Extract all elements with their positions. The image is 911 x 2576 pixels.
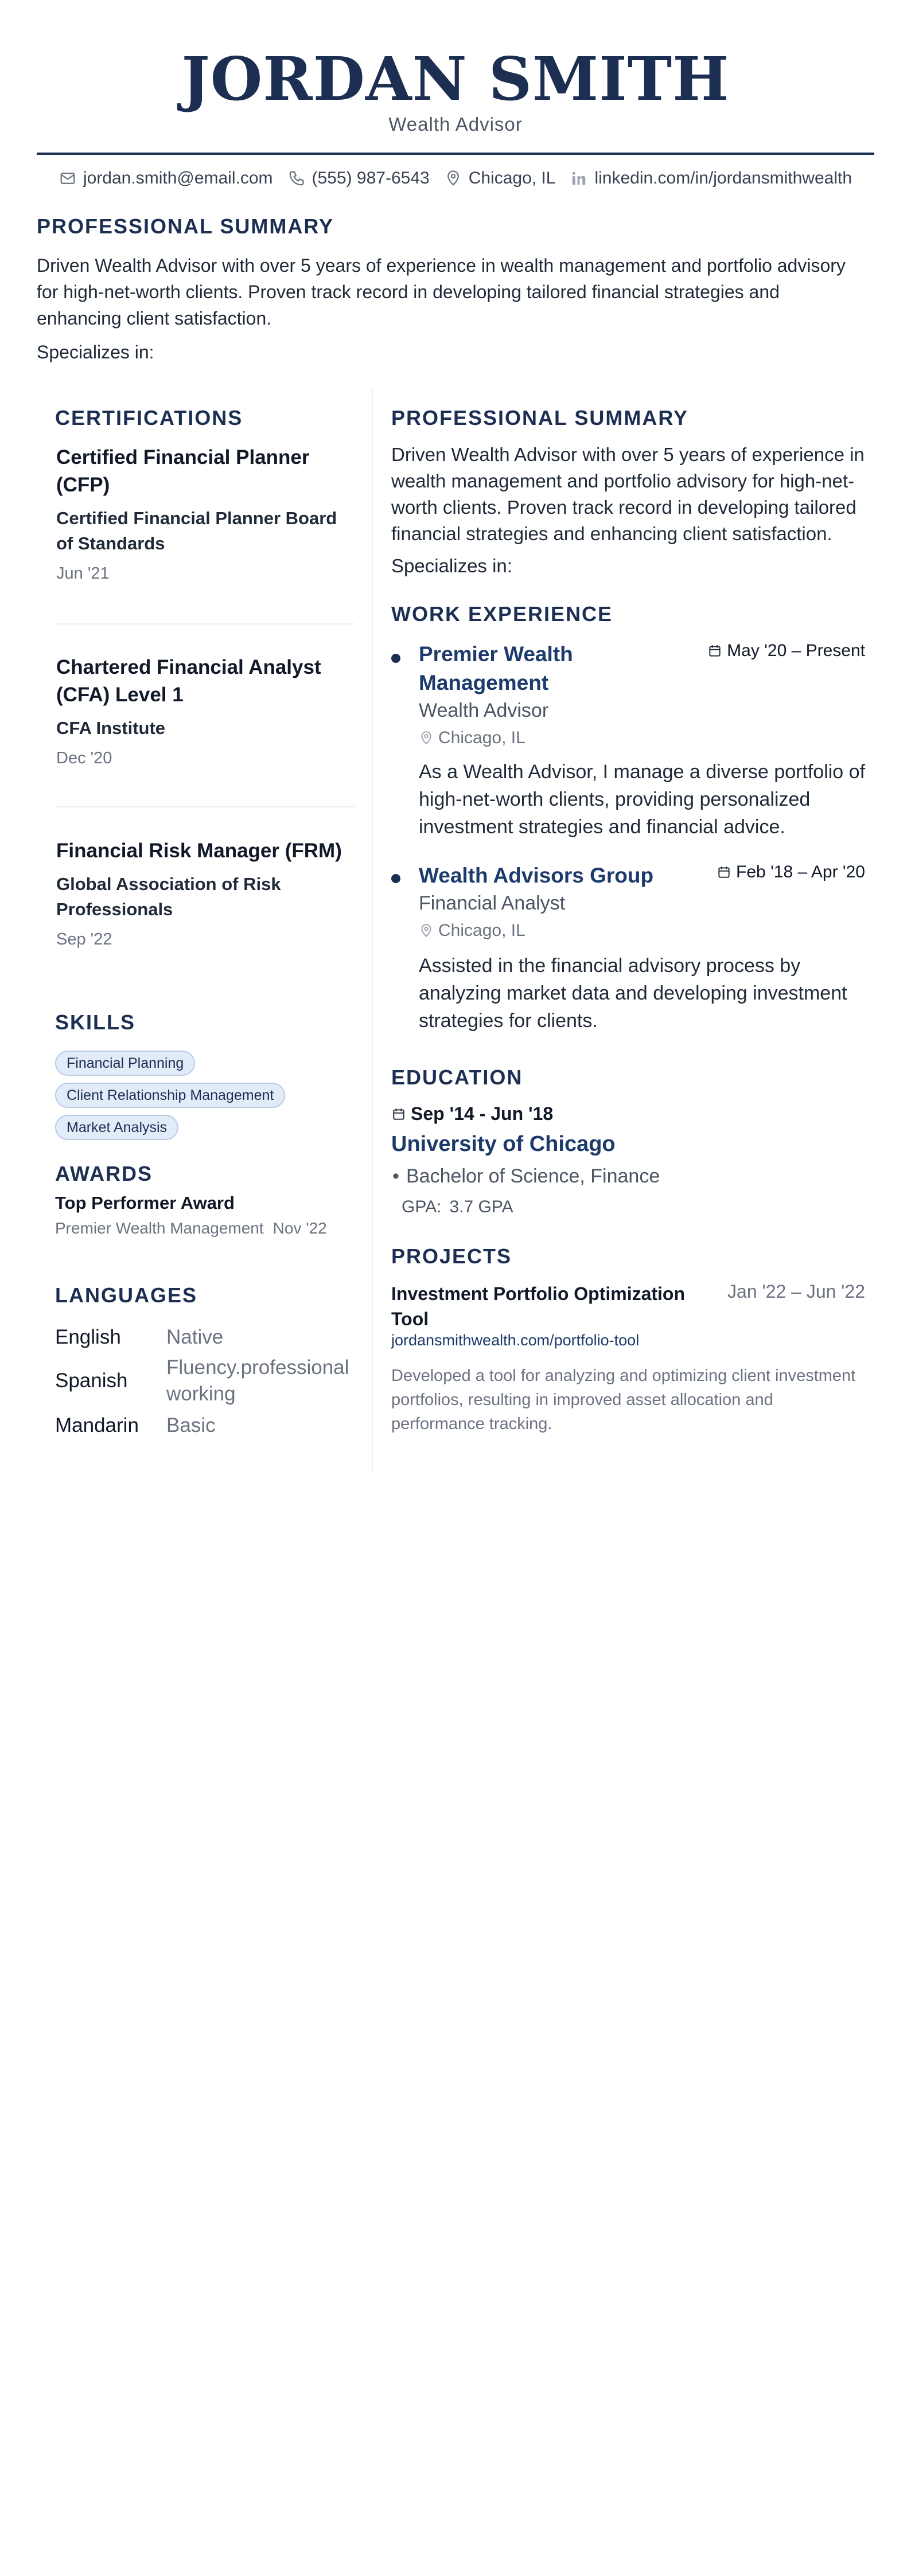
award-title: Top Performer Award — [55, 1193, 235, 1213]
job-company: Premier Wealth Management — [419, 642, 573, 694]
language-name: English — [55, 1326, 121, 1348]
job-location — [419, 921, 525, 940]
job-location-text: Chicago, IL — [438, 728, 525, 747]
job-title: Wealth Advisor — [419, 700, 549, 721]
language-level: Basic — [166, 1414, 216, 1437]
candidate-name: JORDAN SMITH — [181, 44, 730, 114]
awards-heading: AWARDS — [55, 1162, 153, 1185]
gpa-value: 3.7 GPA — [449, 1197, 513, 1216]
job-date-text: May '20 – Present — [727, 641, 865, 660]
skill-tag: Financial Planning — [55, 1051, 195, 1076]
education-gpa — [402, 1197, 513, 1217]
right-summary-heading: PROFESSIONAL SUMMARY — [391, 406, 689, 430]
contact-bar — [0, 169, 911, 188]
skill-tag: Client Relationship Management — [55, 1083, 285, 1108]
certification-issuer: Certified Financial Planner Board of Standards — [56, 508, 337, 553]
right-summary-text: Driven Wealth Advisor with over 5 years of experience in wealth management and portfolio advisory for high-net-worth clients. Proven track record in developing tailored financial strategies and enhancing client satisfaction. — [391, 444, 865, 544]
certification-separator — [56, 623, 355, 625]
project-description: Developed a tool for analyzing and optimizing client investment portfolios, resulting in improved asset allocation and performance tracking. — [391, 1367, 856, 1433]
location-pin-icon — [445, 170, 462, 187]
education-school: University of Chicago — [391, 1132, 616, 1156]
certification-title: Certified Financial Planner (CFP) — [56, 446, 310, 496]
timeline-bullet — [391, 874, 400, 883]
location-pin-icon — [419, 731, 434, 746]
education-date — [391, 1103, 553, 1125]
certification-issuer: Global Association of Risk Professionals — [56, 874, 281, 919]
timeline-bullet — [391, 654, 400, 663]
phone-text: (555) 987-6543 — [312, 169, 430, 188]
job-description: As a Wealth Advisor, I manage a diverse portfolio of high-net-worth clients, providing personalized investment strategies and financial advice. — [419, 761, 866, 838]
certification-issuer: CFA Institute — [56, 718, 166, 738]
contact-email[interactable] — [59, 169, 273, 188]
linkedin-icon — [570, 170, 587, 187]
award-meta — [55, 1219, 327, 1238]
project-title: Investment Portfolio Optimization Tool — [391, 1283, 686, 1329]
project-link[interactable]: jordansmithwealth.com/portfolio-tool — [391, 1332, 640, 1349]
job-location — [419, 728, 525, 748]
language-name: Spanish — [55, 1369, 128, 1392]
location-pin-icon — [419, 923, 434, 938]
job-date-text: Feb '18 – Apr '20 — [736, 862, 865, 881]
education-date-text: Sep '14 - Jun '18 — [411, 1103, 554, 1124]
language-level: Native — [166, 1326, 224, 1348]
certification-separator — [56, 806, 355, 807]
right-summary-specializes: Specializes in: — [391, 555, 512, 576]
job-company: Wealth Advisors Group — [419, 864, 654, 887]
language-level: Fluency.professional working — [166, 1356, 349, 1405]
contact-linkedin[interactable] — [570, 169, 852, 188]
certification-item — [56, 837, 355, 949]
project-date: Jan '22 – Jun '22 — [727, 1281, 865, 1302]
certification-date: Dec '20 — [56, 749, 112, 767]
skill-tag: Market Analysis — [55, 1115, 178, 1140]
certification-date: Sep '22 — [56, 930, 112, 949]
certification-title: Financial Risk Manager (FRM) — [56, 840, 342, 862]
column-divider — [372, 388, 373, 1472]
mail-icon — [59, 170, 76, 187]
phone-icon — [288, 170, 305, 187]
experience-heading: WORK EXPERIENCE — [391, 602, 613, 626]
gpa-label: GPA: — [402, 1197, 442, 1216]
candidate-role: Wealth Advisor — [388, 114, 523, 135]
summary-text: Driven Wealth Advisor with over 5 years of experience in wealth management and portfolio advisory for high-net-worth clients. Proven track record in developing tailored financial strategies and enhancing client satisfaction. — [37, 255, 846, 329]
language-name: Mandarin — [55, 1414, 139, 1437]
calendar-icon — [391, 1107, 406, 1122]
location-text: Chicago, IL — [468, 169, 556, 188]
education-heading: EDUCATION — [391, 1065, 523, 1089]
contact-phone[interactable] — [288, 169, 430, 188]
header-divider — [37, 153, 874, 155]
email-text: jordan.smith@email.com — [83, 169, 273, 188]
award-issuer: Premier Wealth Management — [55, 1219, 264, 1237]
projects-heading: PROJECTS — [391, 1244, 512, 1268]
contact-location — [445, 169, 556, 188]
calendar-icon — [707, 643, 722, 658]
job-title: Financial Analyst — [419, 892, 566, 914]
job-date — [695, 641, 865, 661]
summary-heading: PROFESSIONAL SUMMARY — [37, 214, 334, 238]
summary-specializes: Specializes in: — [37, 342, 154, 362]
job-description: Assisted in the financial advisory process by analyzing market data and developing investment strategies for clients. — [419, 955, 847, 1032]
calendar-icon — [717, 865, 731, 880]
languages-heading: LANGUAGES — [55, 1283, 198, 1307]
skills-heading: SKILLS — [55, 1010, 136, 1034]
education-degree: • Bachelor of Science, Finance — [406, 1165, 660, 1188]
certification-item — [56, 654, 355, 768]
award-date: Nov '22 — [272, 1219, 327, 1237]
job-date — [695, 862, 865, 882]
certification-date: Jun '21 — [56, 564, 110, 583]
certification-item — [56, 444, 355, 583]
linkedin-text: linkedin.com/in/jordansmithwealth — [594, 169, 852, 188]
certification-title: Chartered Financial Analyst (CFA) Level 1 — [56, 656, 321, 706]
job-location-text: Chicago, IL — [438, 921, 525, 940]
certifications-heading: CERTIFICATIONS — [55, 406, 243, 430]
